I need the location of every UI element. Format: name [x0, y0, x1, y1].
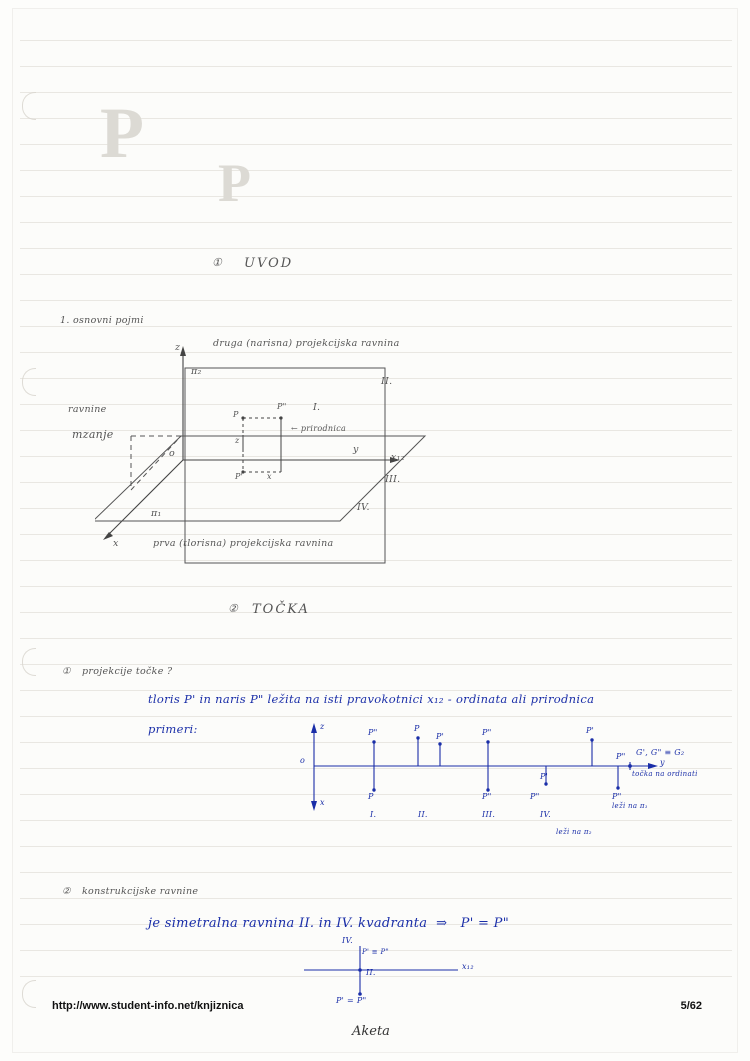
note-ravnine: ravnine	[68, 404, 107, 415]
fig2-quadrant-1: I.	[370, 810, 377, 819]
fig2-lower-label-5: P"	[612, 792, 622, 801]
fig1-quadrant-4: IV.	[357, 502, 370, 513]
fig1-quadrant-2: II.	[381, 376, 393, 387]
fig1-pi1-label: π₁	[151, 508, 162, 519]
fig2-lower-label-2: P'	[540, 772, 549, 781]
section-1-title: UVOD	[244, 256, 294, 271]
fig1-ordinata-callout: ← prirodnica	[291, 424, 347, 433]
subsection-1-marker: ①	[62, 666, 71, 677]
fig2-upper-label-5: P'	[586, 726, 595, 735]
figure-symmetry-plane	[300, 936, 490, 1010]
fig2-lower-label-1: P	[368, 792, 374, 801]
fig3-inline-label: P' ≡ P"	[362, 948, 389, 956]
section-1-marker: ①	[212, 256, 223, 269]
fig2-lower-label-4: P"	[530, 792, 540, 801]
note-osnovni-pojmi: 1. osnovni pojmi	[60, 315, 144, 326]
fig1-label-top: druga (narisna) projekcijska ravnina	[213, 338, 400, 349]
figure-quadrant-axis	[300, 718, 700, 836]
fig2-tail-label: G', G" ≡ G₂	[636, 748, 685, 757]
fig2-z-label: z	[320, 722, 325, 731]
fig1-origin-label: o	[169, 448, 176, 459]
fig3-top-label: IV.	[342, 936, 353, 945]
fig2-tail-note-2: leži na π₁	[612, 802, 648, 810]
fig1-pi2-label: π₂	[191, 366, 202, 377]
fig1-x-axis-label: x	[113, 538, 119, 549]
fig1-x-segment-label: x	[267, 472, 272, 481]
fig3-mid-label: II.	[366, 968, 376, 977]
fig1-quadrant-3: III.	[385, 474, 401, 485]
fig2-upper-label-4: P"	[482, 728, 492, 737]
fig2-upper-label-3: P'	[436, 732, 445, 741]
fig1-y-axis-label: y	[353, 444, 359, 455]
doodle-letter-2: P	[218, 153, 251, 213]
fig2-upper-label-6: P"	[616, 752, 626, 761]
fig1-label-bottom: prva (tlorisna) projekcijska ravnina	[153, 538, 334, 549]
fig2-x-label: x	[320, 798, 325, 807]
footer-url[interactable]: http://www.student-info.net/knjiznica	[52, 1000, 244, 1012]
doodle-letter-1: P	[100, 93, 144, 173]
fig1-point-P: P	[233, 410, 239, 419]
fig2-origin-label: o	[300, 756, 306, 765]
fig1-x12-label: x₁₂	[391, 452, 405, 463]
subsection-2-line-1: je simetralna ravnina II. in IV. kvadranta ⇒ P' = P"	[148, 916, 509, 931]
fig2-tail-note-1: točka na ordinati	[632, 770, 698, 778]
fig2-quadrant-3: III.	[482, 810, 496, 819]
fig1-z-axis-label: z	[175, 342, 181, 353]
subsection-1-line-2: primeri:	[148, 722, 198, 736]
subsection-1-line-1: tloris P' in naris P" ležita na isti pravokotnici x₁₂ - ordinata ali prirodnica	[148, 692, 595, 706]
fig3-x12-label: x₁₂	[462, 962, 474, 971]
fig2-quadrant-4: IV.	[540, 810, 551, 819]
fig2-lower-label-3: P"	[482, 792, 492, 801]
section-2-title: TOČKA	[252, 602, 310, 617]
fig1-quadrant-1: I.	[313, 402, 321, 413]
figure-projection-planes	[95, 340, 515, 575]
fig1-z-segment-label: z	[235, 436, 240, 445]
fig2-upper-label-1: P"	[368, 728, 378, 737]
fig1-point-P-prime: P'	[235, 472, 244, 481]
section-2-marker: ②	[228, 602, 239, 615]
fig2-upper-label-2: P	[414, 724, 420, 733]
subsection-1-title: projekcije točke ?	[82, 666, 173, 677]
signature: Aketa	[352, 1024, 390, 1039]
fig3-below-label: P' = P"	[336, 996, 367, 1005]
fig2-y-label: y	[660, 758, 665, 767]
fig2-tail-note-3: leži na π₂	[556, 828, 592, 836]
note-mzanje: mzanje	[72, 428, 114, 441]
footer-page-number: 5/62	[680, 1000, 702, 1012]
subsection-2-title: konstrukcijske ravnine	[82, 886, 199, 897]
fig2-quadrant-2: II.	[418, 810, 428, 819]
fig1-point-P-double-prime: P"	[277, 402, 287, 411]
subsection-2-marker: ②	[62, 886, 71, 897]
